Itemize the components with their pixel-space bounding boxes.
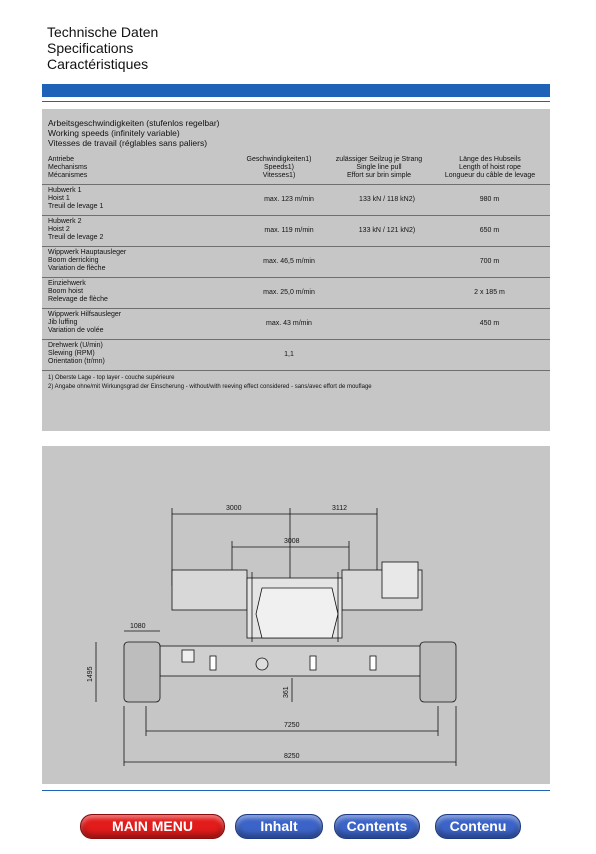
header-blue-bar	[42, 84, 550, 97]
header-length	[425, 156, 555, 180]
row-speed: max. 46,5 m/min	[263, 258, 315, 265]
footer-divider	[42, 790, 550, 791]
footnote-2: 2) Angabe ohne/mit Wirkungsgrad der Einscherung - without/with reeving effect considered - sans/avec effort de mouflage	[48, 384, 372, 390]
header-pull-en: Single line pull	[356, 164, 402, 171]
header-length-en: Length of hoist rope	[459, 164, 521, 171]
row-label-de: Wippwerk Hilfsausleger	[48, 311, 122, 318]
dim-1080: 1080	[130, 623, 146, 630]
drawing-svg	[42, 446, 550, 784]
intro-de: Arbeitsgeschwindigkeiten (stufenlos regelbar)	[48, 118, 220, 128]
header-drives-en: Mechanisms	[48, 164, 88, 171]
working-speeds-table	[42, 109, 550, 431]
counterweight-left	[172, 570, 247, 610]
page-title	[47, 24, 158, 72]
dim-3112: 3112	[332, 505, 348, 512]
engine-housing	[256, 588, 338, 638]
table-row-jib-luffing	[42, 308, 550, 339]
header-drives-de: Antriebe	[48, 156, 75, 163]
row-pull: 133 kN / 121 kN2)	[358, 227, 416, 234]
row-label-en: Slewing (RPM)	[48, 350, 95, 357]
dim-3000: 3000	[226, 505, 242, 512]
table-intro	[48, 118, 220, 148]
row-label-de: Einziehwerk	[48, 280, 86, 287]
dim-8250: 8250	[284, 753, 300, 760]
title-de: Technische Daten	[47, 24, 159, 40]
header-length-de: Länge des Hubseils	[459, 156, 521, 163]
carbody-slot	[182, 650, 194, 662]
row-label-de: Drehwerk (U/min)	[48, 342, 103, 349]
header-drives-fr: Mécanismes	[48, 172, 88, 179]
dim-7250: 7250	[284, 722, 300, 729]
title-fr: Caractéristiques	[47, 56, 149, 72]
row-label	[48, 342, 105, 366]
crawler-track-right	[420, 642, 456, 702]
carbody-slot	[370, 656, 376, 670]
row-label-fr: Treuil de levage 1	[48, 203, 104, 210]
row-label-fr: Variation de volée	[48, 327, 104, 334]
row-label-en: Boom derricking	[48, 257, 99, 264]
row-label	[48, 311, 121, 335]
row-speed: max. 43 m/min	[266, 320, 312, 327]
row-length: 450 m	[479, 320, 500, 327]
cab	[382, 562, 418, 598]
row-label-fr: Relevage de flèche	[48, 296, 108, 303]
table-row-boom-hoist	[42, 277, 550, 308]
dim-1495: 1495	[87, 666, 94, 682]
table-row-boom-derricking	[42, 246, 550, 277]
row-label-en: Jib luffing	[48, 319, 78, 326]
row-length: 980 m	[479, 196, 500, 203]
row-speed: max. 123 m/min	[264, 196, 314, 203]
header-pull-de: zulässiger Seilzug je Strang	[335, 156, 423, 163]
inhalt-button[interactable]: Inhalt	[235, 814, 323, 839]
carbody-slot	[310, 656, 316, 670]
row-label-en: Hoist 2	[48, 226, 70, 233]
row-length: 2 x 185 m	[474, 289, 505, 296]
row-speed: max. 25,0 m/min	[263, 289, 315, 296]
header-speeds-en: Speeds1)	[264, 164, 294, 171]
dim-361: 361	[283, 686, 290, 698]
row-label-de: Hubwerk 1	[48, 187, 82, 194]
row-label	[48, 218, 103, 242]
table-row-hoist-1	[42, 184, 550, 215]
row-speed: 1,1	[284, 351, 294, 358]
intro-fr: Vitesses de travail (réglables sans paliers)	[48, 138, 208, 148]
header-pull-fr: Effort sur brin simple	[346, 172, 412, 179]
dim-3008: 3008	[284, 538, 300, 545]
intro-en: Working speeds (infinitely variable)	[48, 128, 180, 138]
carbody	[160, 646, 422, 676]
header-drives	[48, 156, 87, 180]
row-label-en: Hoist 1	[48, 195, 70, 202]
contents-button[interactable]: Contents	[334, 814, 420, 839]
contenu-button[interactable]: Contenu	[435, 814, 521, 839]
table-row-hoist-2	[42, 215, 550, 246]
row-label	[48, 187, 103, 211]
carbody-slot	[210, 656, 216, 670]
footnote-1: 1) Oberste Lage - top layer - couche supérieure	[48, 375, 175, 381]
row-pull: 133 kN / 118 kN2)	[359, 196, 415, 203]
title-en: Specifications	[47, 40, 134, 56]
header-speeds-de: Geschwindigkeiten1)	[246, 156, 312, 163]
header-length-fr: Longueur du câble de levage	[444, 172, 536, 179]
crawler-track-left	[124, 642, 160, 702]
pin	[256, 658, 268, 670]
row-label	[48, 280, 108, 304]
header-divider	[42, 101, 550, 102]
row-label-fr: Orientation (tr/mn)	[48, 358, 105, 365]
row-label	[48, 249, 126, 273]
row-label-fr: Treuil de levage 2	[48, 234, 104, 241]
row-length: 700 m	[479, 258, 500, 265]
crawler-dimension-drawing	[42, 446, 550, 784]
row-label-de: Hubwerk 2	[48, 218, 82, 225]
row-label-fr: Variation de flèche	[48, 265, 106, 272]
header-speeds-fr: Vitesses1)	[262, 172, 296, 179]
main-menu-button[interactable]: MAIN MENU	[80, 814, 225, 839]
row-speed: max. 119 m/min	[264, 227, 314, 234]
table-row-slewing	[42, 339, 550, 371]
row-label-de: Wippwerk Hauptausleger	[48, 249, 127, 256]
row-label-en: Boom hoist	[48, 288, 84, 295]
row-length: 650 m	[479, 227, 500, 234]
